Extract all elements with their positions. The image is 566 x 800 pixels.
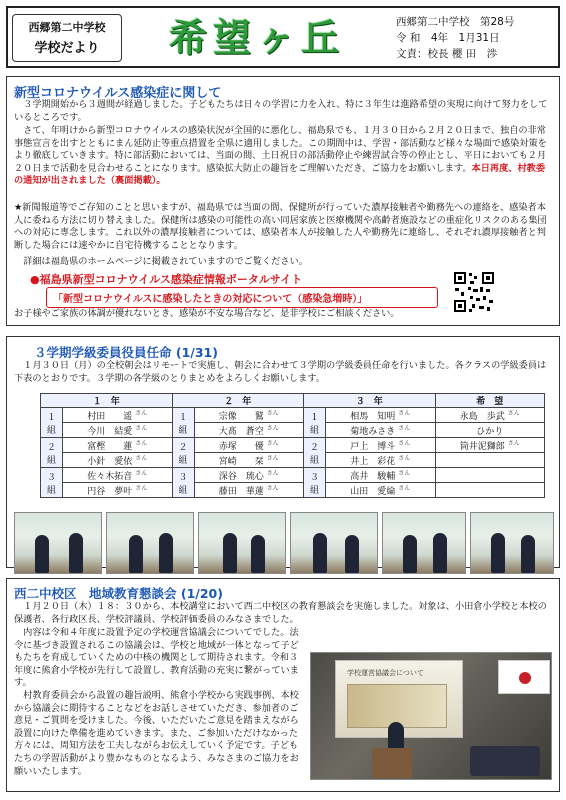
ceremony-photo — [382, 512, 466, 574]
council-paragraph-1: １月２０日（木）１８：３０から、本校講堂において西二中校区の教育懇談会を実施しました。対象は、小田倉小学校と本校の保護者、各行政区長、学校評議員、学校評価委員のみなさまでした。 — [14, 601, 547, 625]
covid-paragraph-3: ★新聞報道等でご存知のことと思いますが、福島県では当面の間、保健所が行っていた濃厚接触者や勤務先への連絡を、感染者本人に委ねる方法に切り替えました。保健所は感染の可能性の高い同居家族と医療機関や高齢者施設などの重症化リスクのある集団への対応に専念します。これ以外の濃厚接触者については、感染者本人が接触した人や勤務先に連絡し、それぞれ濃厚接触者と判断した場合には速やかに自宅待機することとなります。 — [14, 202, 547, 251]
student-name: ひかり — [435, 423, 545, 438]
group-label: １組 — [172, 408, 194, 438]
student-name — [435, 483, 545, 498]
person-figure — [35, 535, 49, 573]
podium — [372, 748, 412, 778]
issue-number: 第28号 — [480, 16, 515, 28]
student-name: 大髙 蒼空 $^{さん}$ — [194, 423, 304, 438]
school-label-box — [12, 14, 122, 62]
issue-school: 西郷第二中学校 — [396, 16, 470, 28]
header-year3: ３ 年 — [304, 394, 436, 408]
ceremony-photo — [290, 512, 378, 574]
table-row — [41, 468, 545, 483]
group-label: １組 — [41, 408, 63, 438]
person-figure — [129, 535, 143, 573]
portal-site-link[interactable]: ●福島県新型コロナウイルス感染症情報ポータルサイト — [30, 273, 303, 286]
person-figure — [251, 535, 265, 573]
person-figure — [313, 533, 327, 573]
school-name: 西郷第二中学校 — [28, 21, 106, 34]
ceremony-photo — [198, 512, 286, 574]
header-hope: 希 望 — [435, 394, 545, 408]
flag — [498, 660, 550, 694]
student-name: 山田 愛綸 $^{さん}$ — [326, 483, 436, 498]
committee-paragraph: １月３０日（月）の全校朝会はリモートで実施し、朝会に合わせて３学期の学級委員任命を行いました。各クラスの学級委員は下表のとおりです。３学期の各学級のとりまとめをよろしくお願いします。 — [14, 360, 547, 384]
group-label: ３組 — [41, 468, 63, 498]
group-label: １組 — [304, 408, 326, 438]
header-year1: １ 年 — [41, 394, 173, 408]
portal-response-link[interactable]: 「新型コロナウイルスに感染したときの対応について（感染急増時）」 — [46, 287, 438, 308]
table-row — [41, 423, 545, 438]
student-name: 深谷 琉心 $^{さん}$ — [194, 468, 304, 483]
newsletter-label: 学校だより — [34, 41, 100, 56]
student-name: 円谷 夢叶 $^{さん}$ — [63, 483, 173, 498]
covid-paragraph-2 — [14, 125, 554, 188]
student-name: 村田 遥 $^{さん}$ — [63, 408, 173, 423]
student-name: 高井 駿輔 $^{さん}$ — [326, 468, 436, 483]
screen-caption: 学校運営協議会について — [347, 669, 424, 677]
issue-author: 文責：校長 櫻 田 渉 — [396, 48, 498, 60]
student-name: 赤塚 優 $^{さん}$ — [194, 438, 304, 453]
flag-emblem — [519, 672, 531, 684]
group-label: ３組 — [172, 468, 194, 498]
student-name: 今川 結愛 $^{さん}$ — [63, 423, 173, 438]
person-figure — [223, 533, 237, 573]
table-row — [41, 438, 545, 453]
qr-code-graphic — [452, 270, 496, 314]
council-paragraph-2: 内容は令和４年度に設置予定の学校運営協議会についてでした。法令に基づき設置されるこの協議会は、学校と地域が一体となって子どもたちを育成していくための中核の機関として期待されます。令和３年度に熊倉小学校が先行して設置し、教育活動の充実に繋がっています。 — [14, 627, 299, 689]
student-name: 藤田 華蓮 $^{さん}$ — [194, 483, 304, 498]
person-figure — [159, 533, 173, 573]
audience — [470, 746, 540, 776]
qr-code[interactable] — [452, 270, 496, 314]
issue-date: 令 和 4年 1月31日 — [396, 32, 500, 44]
person-figure — [69, 533, 83, 573]
person-figure — [521, 535, 535, 573]
ceremony-photo — [106, 512, 194, 574]
committee-title: ３学期学級委員役員任命 (1/31) — [34, 345, 218, 360]
student-name: 宮崎 栞 $^{さん}$ — [194, 453, 304, 468]
person-figure — [491, 533, 505, 573]
masthead-title: 希望ヶ丘 — [168, 15, 345, 60]
covid-notice-red: 本日再度、村教委の通知が出されました（裏面掲載）。 — [14, 162, 546, 187]
table-row — [41, 408, 545, 423]
student-name — [435, 453, 545, 468]
student-name: 戸上 博斗 $^{さん}$ — [326, 438, 436, 453]
student-name: 菊地みさき $^{さん}$ — [326, 423, 436, 438]
council-paragraph-3: 村教育委員会から設置の趣旨説明、熊倉小学校から実践事例、本校から協議会に期待することなどをお話しさせていただき、参加者のご意見・ご質問を受けました。今後、いただいたご意見を踏まえながら設置に向けた準備を進めていきます。また、ご参加いただけなかった方々には、周知方法を工夫しながらお伝えしていく予定です。子どもたちの学習活動がより豊かなものとなるよう、みなさまのご協力をお願いいたします。 — [14, 690, 299, 777]
person-figure — [403, 535, 417, 573]
issue-info — [396, 14, 556, 62]
ceremony-photo — [470, 512, 554, 574]
student-name — [435, 468, 545, 483]
header-year2: ２ 年 — [172, 394, 304, 408]
person-figure — [433, 533, 447, 573]
covid-title: 新型コロナウイルス感染症に関して — [14, 86, 222, 101]
student-name: 井上 彩花 $^{さん}$ — [326, 453, 436, 468]
group-label: ２組 — [304, 438, 326, 468]
council-title: 西二中校区 地域教育懇談会 (1/20) — [14, 586, 223, 601]
student-name: 富樫 蓮 $^{さん}$ — [63, 438, 173, 453]
committee-table — [40, 393, 545, 498]
table-header-row — [41, 394, 545, 408]
student-name: 宗像 鷲 $^{さん}$ — [194, 408, 304, 423]
person-figure — [345, 535, 359, 573]
student-name: 佐々木拓音 $^{さん}$ — [63, 468, 173, 483]
covid-paragraph-1: ３学期開始から３週間が経過しました。子どもたちは日々の学習に力を入れ、特に３年生は進路希望の実現に向けて努力をしているところです。 — [14, 99, 548, 123]
student-name: 小針 愛依 $^{さん}$ — [63, 453, 173, 468]
group-label: ２組 — [172, 438, 194, 468]
covid-paragraph-4: 詳細は福島県のホームページに掲載されていますのでご覧ください。 — [14, 256, 308, 267]
table-row — [41, 453, 545, 468]
student-name: 相馬 知明 $^{さん}$ — [326, 408, 436, 423]
group-label: ３組 — [304, 468, 326, 498]
covid-closing: お子様やご家族の体調が優れないとき、感染が不安な場合など、是非学校にご相談ください。 — [14, 308, 400, 319]
student-name: 永島 歩武 $^{さん}$ — [435, 408, 545, 423]
ceremony-photo — [14, 512, 102, 574]
covid-paragraph-2-text: さて、年明けから新型コロナウイルスの感染状況が全国的に悪化し、福島県でも、１月３０日から２月２０日まで、独自の非常事態宣言を出すとともにまん延防止等重点措置を全県に適用しました。この期間中は、学習・部活動など様々な場面で感染対策をより徹底していきます。特に部活動においては、当面の間、土日祝日の部活動停止や練習試合等の停止とし、平日においても２月２０日まで活動を見合わせることになります。感染拡大防止の趣旨をご理解いただき、ご協力をお願いします。 — [14, 125, 547, 174]
group-label: ２組 — [41, 438, 63, 468]
table-row — [41, 483, 545, 498]
student-name: 筒井泥獅郎 $^{さん}$ — [435, 438, 545, 453]
